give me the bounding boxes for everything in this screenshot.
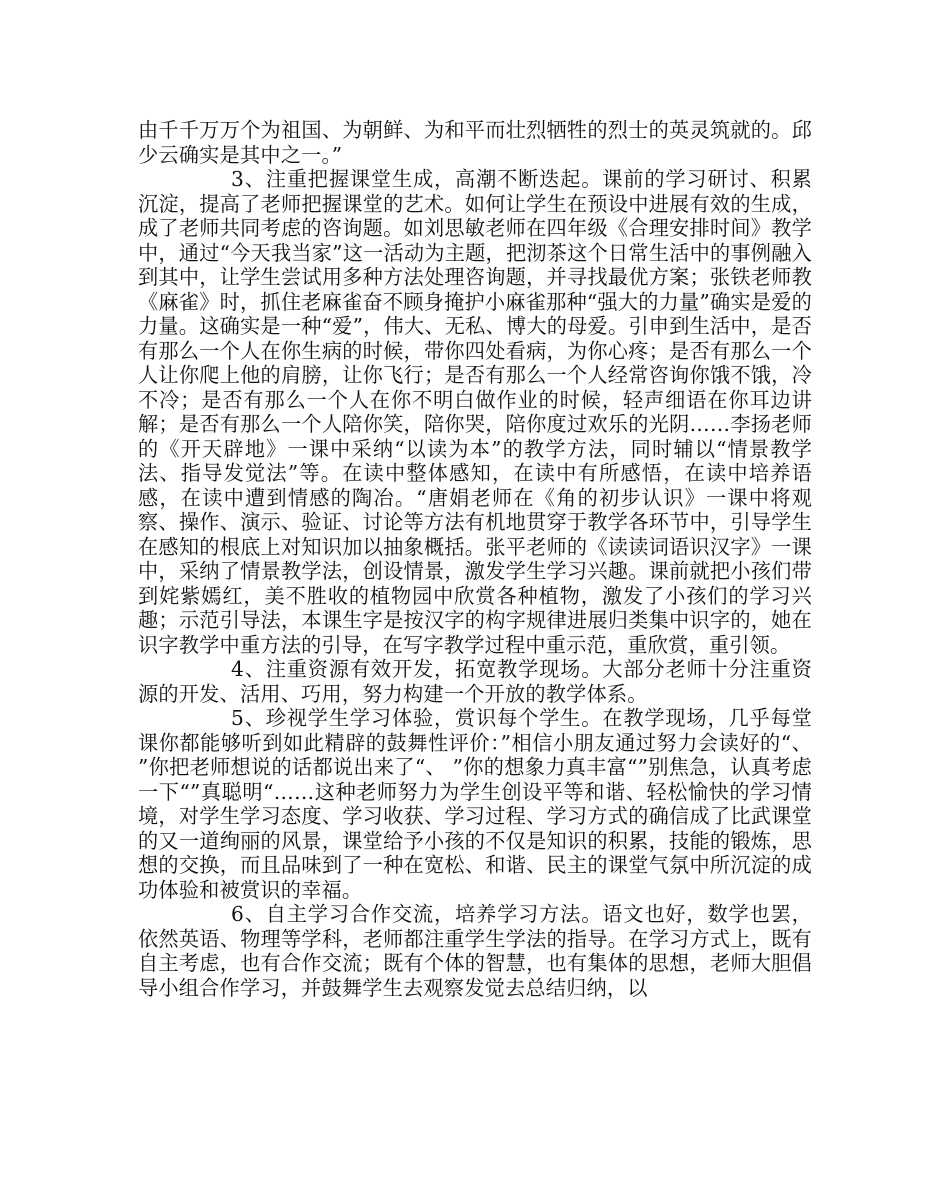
paragraph-item-3: 3、注重把握课堂生成，高潮不断迭起。课前的学习研讨、积累沉淀，提高了老师把握课堂的艺术。如何让学生在预设中进展有效的生成，成了老师共同考虑的咨询题。如刘思敏老师在四年级《合理安排时间》教学中，通过“今天我当家”这一活动为主题，把沏茶这个日常生活中的事例融入到其中，让学生尝试用多种方法处理咨询题，并寻找最优方案；张铁老师教《麻雀》时，抓住老麻雀奋不顾身掩护小麻雀那种“强大的力量”确实是爱的力量。这确实是一种“爱”，伟大、无私、博大的母爱。引申到生活中，是否有那么一个人在你生病的时候，带你四处看病，为你心疼；是否有那么一个人让你爬上他的肩膀，让你飞行；是否有那么一个人经常咨询你饿不饿，冷不冷；是否有那么一个人在你不明白做作业的时候，轻声细语在你耳边讲解；是否有那么一个人陪你笑，陪你哭，陪你度过欢乐的光阴……李扬老师的《开天辟地》一课中采纳“以读为本”的教学方法，同时辅以“情景教学法、指导发觉法”等。在读中整体感知，在读中有所感悟，在读中培养语感，在读中遭到情感的陶冶。“唐娟老师在《角的初步认识》一课中将观察、操作、演示、验证、讨论等方法有机地贯穿于教学各环节中，引导学生在感知的根底上对知识加以抽象概括。张平老师的《读读词语识汉字》一课中，采纳了情景教学法，创设情景，激发学生学习兴趣。课前就把小孩们带到姹紫嫣红，美不胜收的植物园中欣赏各种植物，激发了小孩们的学习兴趣；示范引导法，本课生字是按汉字的构字规律进展归类集中识字的，她在识字教学中重方法的引导，在写字教学过程中重示范，重欣赏，重引领。 — [138, 167, 812, 657]
paragraph-continuation: 由千千万万个为祖国、为朝鲜、为和平而壮烈牺牲的烈士的英灵筑就的。邱少云确实是其中之一。” — [138, 118, 812, 167]
document-page — [138, 118, 812, 1000]
paragraph-item-6: 6、自主学习合作交流，培养学习方法。语文也好，数学也罢，依然英语、物理等学科，老师都注重学生学法的指导。在学习方式上，既有自主考虑，也有合作交流；既有个体的智慧，也有集体的思想，老师大胆倡导小组合作学习，并鼓舞学生去观察发觉去总结归纳，以 — [138, 902, 812, 1000]
paragraph-item-5: 5、珍视学生学习体验，赏识每个学生。在教学现场，几乎每堂课你都能够听到如此精辟的鼓舞性评价：”相信小朋友通过努力会读好的“、 ”你把老师想说的话都说出来了“、 ”你的想象力真丰富“”别焦急，认真考虑一下“”真聪明“……这种老师努力为学生创设平等和谐、轻松愉快的学习情境，对学生学习态度、学习收获、学习过程、学习方式的确信成了比武课堂的又一道绚丽的风景，课堂给予小孩的不仅是知识的积累，技能的锻炼，思想的交换，而且品味到了一种在宽松、和谐、民主的课堂气氛中所沉淀的成功体验和被赏识的幸福。 — [138, 706, 812, 902]
paragraph-item-4: 4、注重资源有效开发，拓宽教学现场。大部分老师十分注重资源的开发、活用、巧用，努力构建一个开放的教学体系。 — [138, 657, 812, 706]
